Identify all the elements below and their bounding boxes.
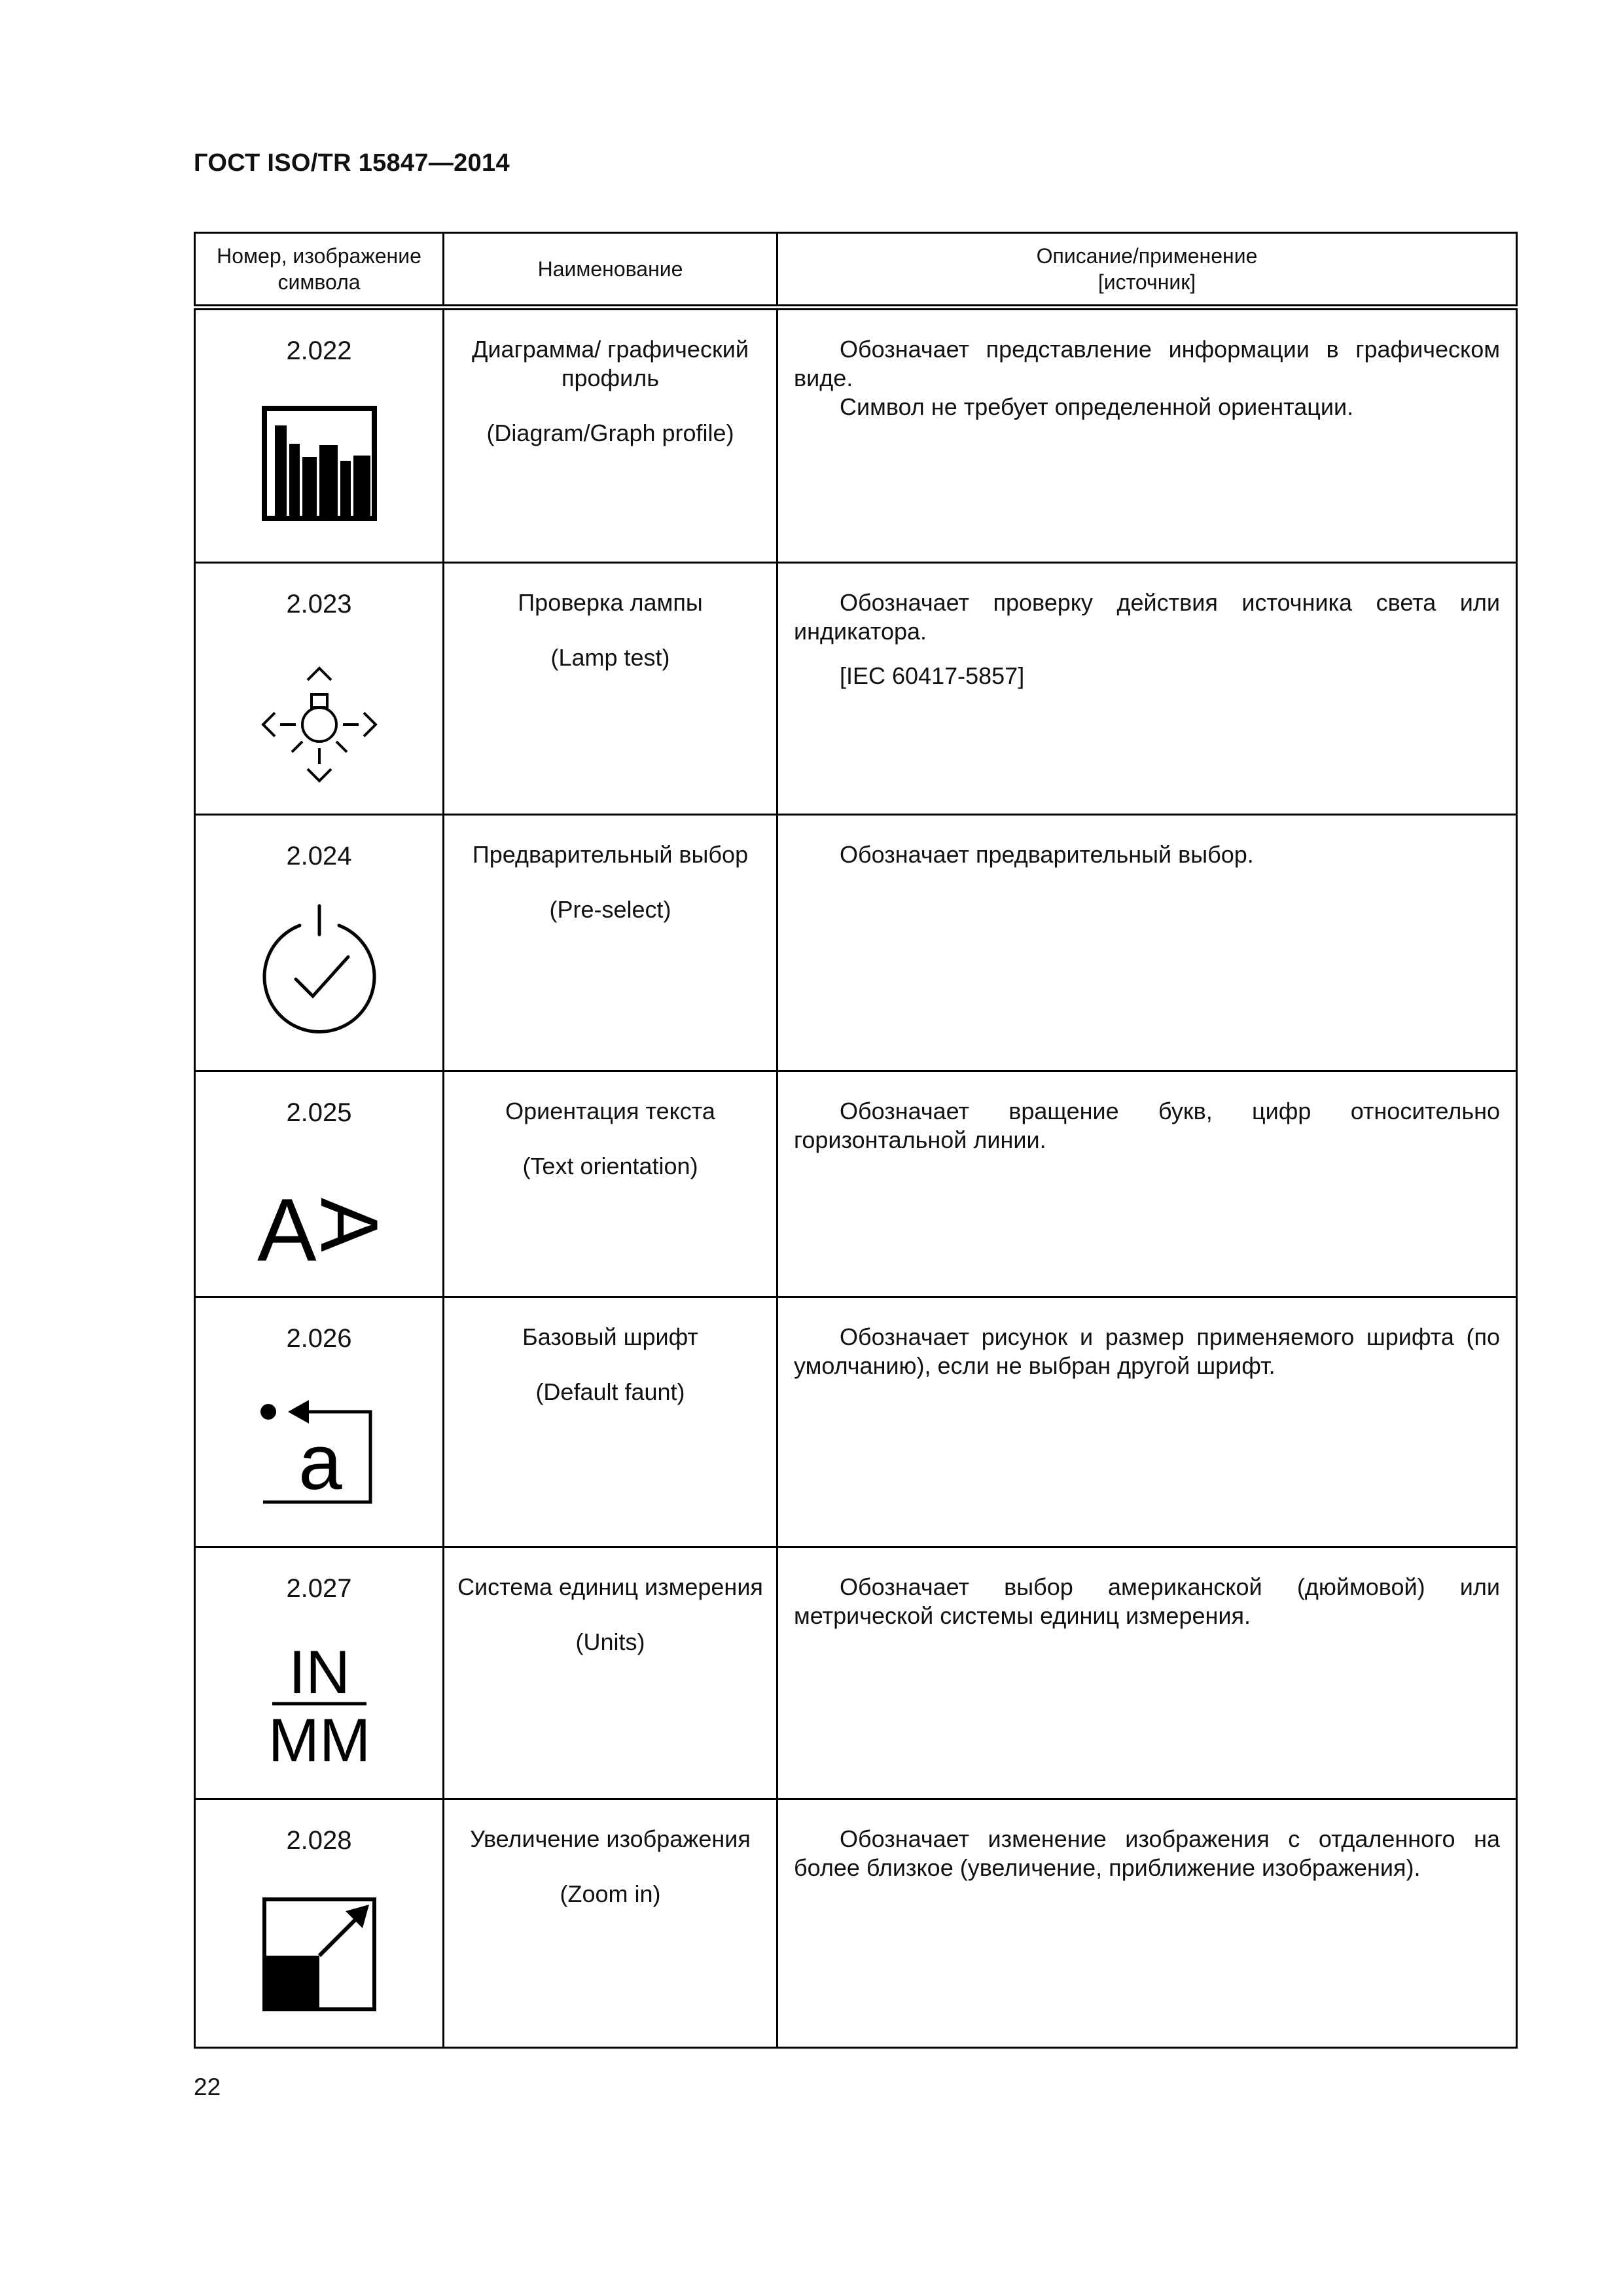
page-number: 22 [194,2073,221,2100]
zoom-in-icon [262,1897,377,2012]
name-ru: Предварительный выбор [472,841,749,868]
name-cell [444,1547,777,1799]
name-en: (Pre-select) [549,896,671,923]
symbol-cell [195,1799,444,2048]
name-ru: Диаграмма/ графический профиль [472,336,749,391]
diagram-graph-profile-icon [262,406,377,521]
description-cell [777,308,1517,563]
description-cell [777,1297,1517,1547]
name-cell [444,1071,777,1297]
table-row [195,1071,1517,1297]
name-cell [444,1297,777,1547]
description-text: Обозначает вращение букв, цифр относительно горизонтальной линии. [794,1098,1500,1153]
symbol-number: 2.025 [286,1098,352,1127]
symbol-number: 2.022 [286,336,352,365]
description-cell [777,1799,1517,2048]
name-cell [444,1799,777,2048]
description-text: Обозначает предварительный выбор. [840,841,1254,868]
symbols-table [194,232,1518,2049]
name-en: (Zoom in) [560,1880,661,1907]
name-en: (Units) [575,1628,645,1655]
name-en: (Default faunt) [535,1378,685,1405]
symbol-cell [195,815,444,1071]
symbol-number: 2.028 [286,1826,352,1855]
name-ru: Ориентация текста [505,1098,715,1124]
table-row [195,1297,1517,1547]
description-text: Обозначает рисунок и размер применяемого шрифта (по умолчанию), если не выбран другой шрифт. [794,1323,1500,1379]
text-orientation-letter-rotated: A [303,1198,394,1252]
name-ru: Система единиц измерения [457,1573,763,1600]
source-reference: [IEC 60417-5857] [840,662,1025,689]
name-en: (Text orientation) [522,1153,698,1179]
default-font-icon [260,1392,378,1510]
symbol-number: 2.024 [286,842,352,870]
name-ru: Базовый шрифт [522,1323,698,1350]
description-cell [777,1071,1517,1297]
description-text: Обозначает изменение изображения с отдаленного на более близкое (увеличение, приближение изображения). [794,1825,1500,1881]
symbol-cell [195,308,444,563]
symbol-cell [195,1071,444,1297]
document-code: ГОСТ ISO/TR 15847—2014 [194,149,510,177]
header-number: Номер, изображение символа [195,233,444,308]
symbol-cell [195,1297,444,1547]
symbol-number: 2.026 [286,1324,352,1353]
table-row [195,815,1517,1071]
name-cell [444,815,777,1071]
header-name: Наименование [444,233,777,308]
name-ru: Увеличение изображения [470,1825,751,1852]
symbol-cell [195,1547,444,1799]
table-row [195,563,1517,815]
table-row [195,308,1517,563]
description-text: Обозначает представление информации в графическом виде. [794,336,1500,391]
description-text: Символ не требует определенной ориентации. [840,393,1354,420]
table-row [195,1799,1517,2048]
name-cell [444,308,777,563]
description-cell [777,1547,1517,1799]
description-cell [777,563,1517,815]
text-orientation-letter: A [257,1180,317,1280]
units-mm-label: MM [268,1706,370,1774]
header-description: Описание/применение [источник] [777,233,1517,308]
text-orientation-icon [257,1180,394,1280]
symbol-number: 2.027 [286,1574,352,1603]
name-en: (Lamp test) [550,644,670,671]
description-cell [777,815,1517,1071]
table-row [195,1547,1517,1799]
symbol-number: 2.023 [286,590,352,619]
description-text: Обозначает проверку действия источника света или индикатора. [794,589,1500,645]
name-ru: Проверка лампы [518,589,703,616]
description-text: Обозначает выбор американской (дюймовой) или метрической системы единиц измерения. [794,1573,1500,1629]
name-cell [444,563,777,815]
default-font-letter: a [298,1418,342,1506]
units-icon [267,1638,372,1774]
name-en: (Diagram/Graph profile) [486,420,734,446]
units-inch-label: IN [288,1638,350,1706]
pre-select-icon [260,901,378,1031]
symbol-cell [195,563,444,815]
lamp-test-icon [260,666,378,783]
table-header-row [195,233,1517,308]
